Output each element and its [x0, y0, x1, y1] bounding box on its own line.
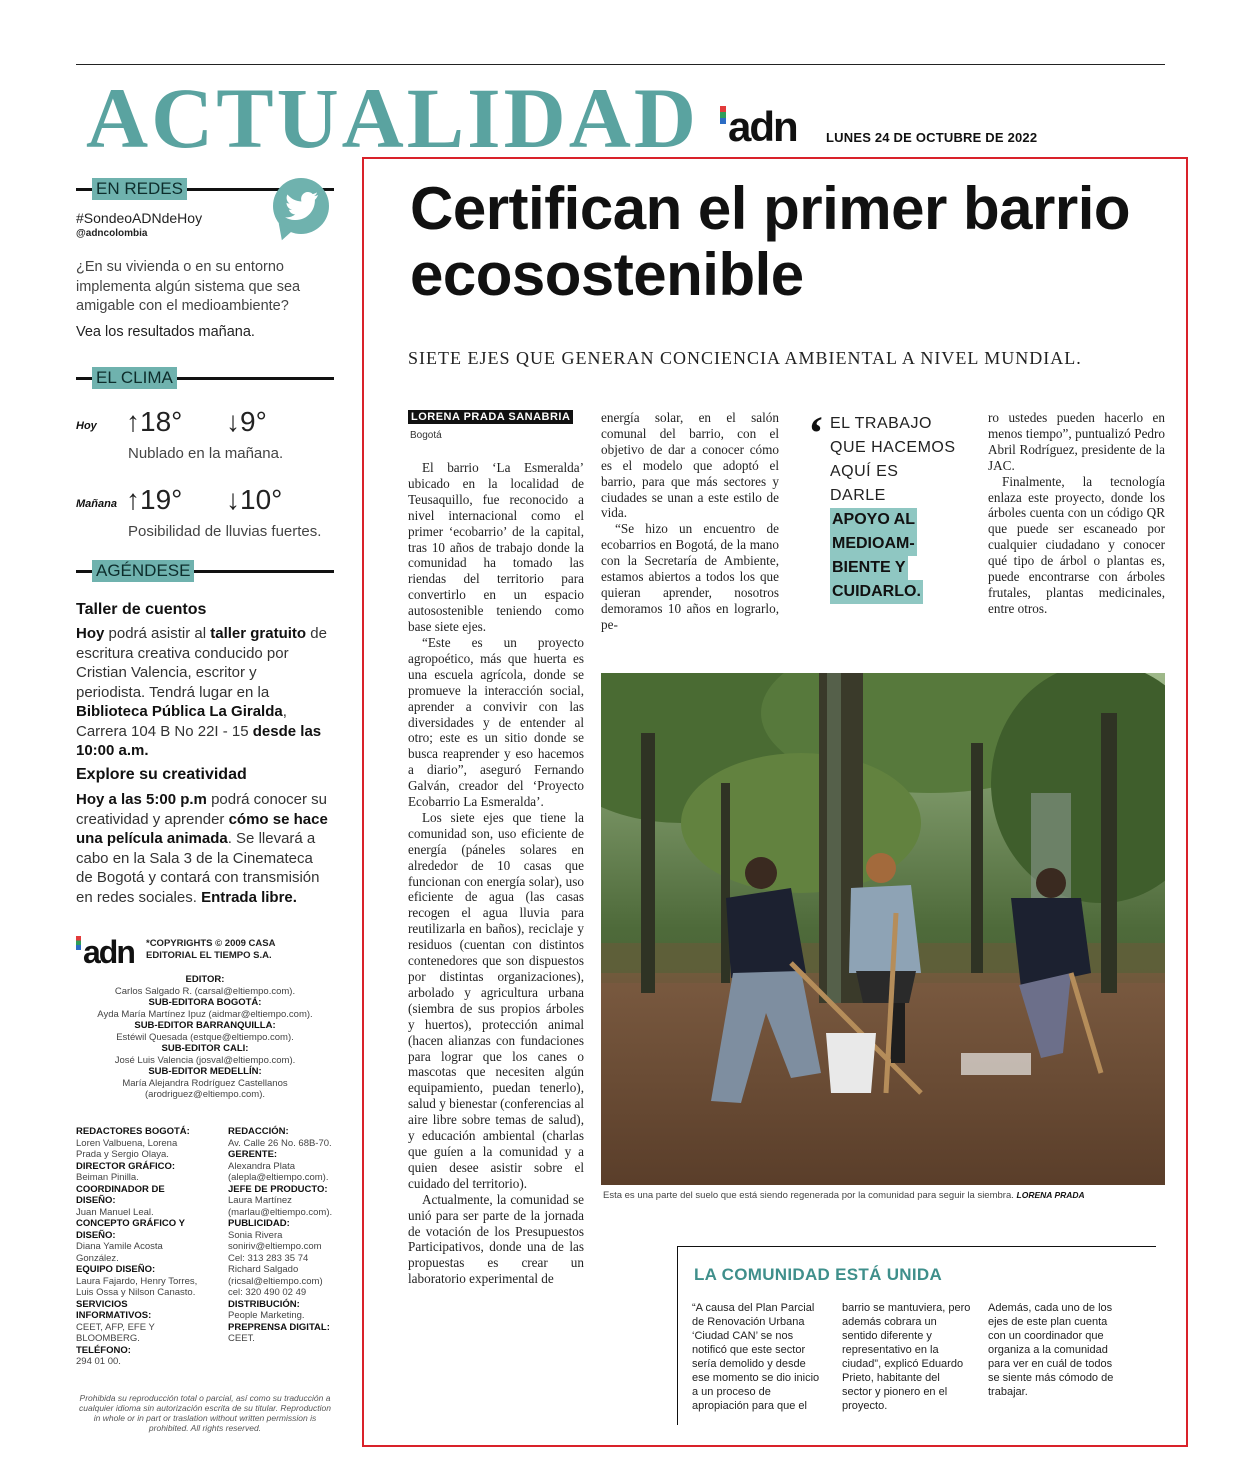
- article-column-1: El barrio ‘La Esmeralda’ ubicado en la localidad de Teusaquillo, fue reconocido a nivel internacional como el primer ‘ecobarrio’ de la capital, tras 10 años de trabajo donde la comunidad ha tomado las riendas del territorio para convertirlo en un espacio autosostenible teniendo como base siete ejes. “Este es un proyecto agropoético, más que huerta es una escuela agrícola, donde se promueve la interacción social, aprender a convivir con las diversidades y de entender al otro; este es un sitio donde se busca reaprender y eso hacemos a diario”, aseguró Fernando Galván, creador del ‘Proyecto Ecobarrio La Esmeralda’. Los siete ejes que tiene la comunidad son, uso eficiente de energía (páneles solares en alrededor de 10 casas que funcionan con energía solar), uso eficiente de agua (las casas recogen el agua lluvia para reutilizarla en baños), reciclaje y residuos (cuentan con distintos contenedores que son dispuestos por distintas organizaciones), arbolado y agricultura urbana (siembra de sus propios árboles y huertos), protección animal (hacen alianzas con fundaciones para lograr que los canes o mascotas que necesiten algún equipamiento, puedan tenerlo), salud y bienestar (conferencias al aire libre sobre temas de salud), y educación ambiental (charlas que guíen a la comunidad y a quien desee asistir sobre el cuidado del territorio). Actualmente, la comunidad se unió para ser parte de la jornada de votación de los Presupuestos Participativos, donde una de las propuestas es crear un laboratorio experimental de: [408, 460, 584, 1287]
- side-box-title: LA COMUNIDAD ESTÁ UNIDA: [694, 1265, 943, 1284]
- side-box-col-2: barrio se mantuviera, pero además cobrara un sentido diferente y representativo en la ciudad”, explicó Eduardo Prieto, habitante del sector y pionero en el proyecto.: [842, 1302, 971, 1412]
- masthead-credits: EDITOR: Carlos Salgado R. (carsal@eltiempo.com). SUB-EDITORA BOGOTÁ: Ayda María Martínez Ipuz (aidmar@eltiempo.com). SUB-EDITOR BARRANQUILLA: Estéwil Quesada (estque@eltiempo.com). SUB-EDITOR CALI: José Luis Valencia (josval@eltiempo.com). SUB-EDITOR MEDELLÍN: María Alejandra Rodríguez Castellanos (arodriguez@eltiempo.com).: [97, 974, 313, 1100]
- weather-high-today: ↑18°: [126, 406, 183, 437]
- event-description: Hoy a las 5:00 p.m podrá conocer su creatividad y aprender cómo se hace una película animada. Se llevará a cabo en la Sala 3 de la Cinemateca de Bogotá y contará con transmisión en redes sociales. Entrada libre.: [76, 791, 328, 906]
- weather-day-tomorrow: Mañana: [76, 498, 117, 510]
- staff-list-left: REDACTORES BOGOTÁ: Loren Valbuena, Lorena Prada y Sergio Olaya. DIRECTOR GRÁFICO: Beiman Pinilla. COORDINADOR DE DISEÑO: Juan Manuel Leal. CONCEPTO GRÁFICO Y DISEÑO: Diana Yamile Acosta González. EQUIPO DISEÑO: Laura Fajardo, Henry Torres, Luis Ossa y Nilson Canasto. SERVICIOS INFORMATIVOS: CEET, AFP, EFE Y BLOOMBERG. TELÉFONO: 294 01 00.: [76, 1126, 198, 1367]
- quote-mark-icon: ‘: [808, 407, 824, 460]
- side-box: [677, 1246, 1156, 1425]
- weather-low-today: ↓9°: [226, 406, 267, 437]
- article-byline: LORENA PRADA SANABRIA: [408, 410, 573, 424]
- weather-high-tomorrow: ↑19°: [126, 484, 183, 515]
- legal-notice: Prohibida su reproducción total o parcial, así como su traducción a cualquier idioma sin autorización escrita de su titular. Reproduction in whole or in part or traslation without written permission is prohibited. All rights reserved.: [79, 1393, 331, 1433]
- section-head-redes: EN REDES: [76, 178, 334, 200]
- weather-desc-tomorrow: Posibilidad de lluvias fuertes.: [128, 523, 322, 540]
- poll-handle: @adncolombia: [76, 228, 148, 239]
- pull-quote: ‘ EL TRABAJO QUE HACEMOS AQUÍ ES DARLE APOYO AL MEDIOAM- BIENTE Y CUIDARLO.: [808, 412, 958, 604]
- logo-dots-icon: [720, 106, 726, 124]
- section-title: ACTUALIDAD: [86, 70, 699, 166]
- article-photo: [601, 673, 1165, 1185]
- event-title: Explore su creatividad: [76, 766, 247, 783]
- logo-dots-icon: [76, 936, 81, 950]
- photo-caption: Esta es una parte del suelo que está siendo regenerada por la comunidad para seguir la siembra. LORENA PRADA: [603, 1190, 1085, 1201]
- section-head-clima: EL CLIMA: [76, 367, 334, 389]
- adn-logo-small: adn: [76, 936, 134, 968]
- article-headline: Certifican el primer barrio ecosostenible: [410, 175, 1131, 308]
- staff-list-right: REDACCIÓN: Av. Calle 26 No. 68B-70. GERENTE: Alexandra Plata (alepla@eltiempo.com). JEFE DE PRODUCTO: Laura Martínez (marlau@eltiempo.com). PUBLICIDAD: Sonia Rivera soniriv@eltiempo.com Cel: 313 283 35 74 Richard Salgado (ricsal@eltiempo.com) cel: 320 490 02 49 DISTRIBUCIÓN: People Marketing. PREPRENSA DIGITAL: CEET.: [228, 1126, 333, 1344]
- article-column-4: ro ustedes pueden hacerlo en menos tiempo”, puntualizó Pedro Abril Rodríguez, presidente de la JAC. Finalmente, la tecnología enlaza este proyecto, donde los árboles cuenta con un código QR que puede ser escaneado por cualquier ciudadano y conocer qué tipo de árbol o plantas es, puede encontrarse con árboles frutales, plantas medicinales, entre otros.: [988, 410, 1165, 616]
- copyright: *COPYRIGHTS © 2009 CASA EDITORIAL EL TIEMPO S.A.: [146, 938, 276, 961]
- event-title: Taller de cuentos: [76, 601, 207, 618]
- article-city: Bogotá: [410, 430, 442, 441]
- section-head-agenda: AGÉNDESE: [76, 560, 334, 582]
- article-deck: SIETE EJES QUE GENERAN CONCIENCIA AMBIENTAL A NIVEL MUNDIAL.: [408, 348, 1082, 368]
- article-column-2: energía solar, en el salón comunal del barrio, con el objetivo de dar a conocer cómo es el modelo que adoptó el barrio, para que más sectores y ciudades se unan a este estilo de vida. “Se hizo un encuentro de ecobarrios en Bogotá, de la mano con la Secretaría de Ambiente, estamos abiertos a todos los que quieran aprender, nosotros demoramos 10 años en lograrlo, pe-: [601, 410, 779, 632]
- poll-question: ¿En su vivienda o en su entorno implementa algún sistema que sea amigable con el medioambiente?: [76, 259, 301, 314]
- weather-desc-today: Nublado en la mañana.: [128, 445, 284, 462]
- adn-logo: adn: [720, 106, 797, 148]
- poll-hashtag: #SondeoADNdeHoy: [76, 210, 203, 226]
- side-box-col-1: “A causa del Plan Parcial de Renovación Urbana ‘Ciudad CAN’ se nos notificó que este sector sería demolido y desde ese momento se dio inicio a un proceso de apropiación para que el: [692, 1302, 820, 1412]
- weather-day-today: Hoy: [76, 420, 97, 432]
- side-box-col-3: Además, cada uno de los ejes de este plan cuenta con un coordinador que organiza a la comunidad para ver en cuál de todos se siente más cómodo de trabajar.: [988, 1302, 1114, 1398]
- weather-low-tomorrow: ↓10°: [226, 484, 283, 515]
- issue-date: LUNES 24 DE OCTUBRE DE 2022: [826, 130, 1038, 145]
- event-description: Hoy podrá asistir al taller gratuito de escritura creativa conducido por Cristian Valencia, escritor y periodista. Tendrá lugar en la Biblioteca Pública La Giralda, Carrera 104 B No 22I - 15 desde las 10:00 a.m.: [76, 625, 327, 759]
- top-rule: [76, 64, 1165, 65]
- poll-note: Vea los resultados mañana.: [76, 324, 255, 340]
- twitter-bird-icon: [273, 178, 329, 234]
